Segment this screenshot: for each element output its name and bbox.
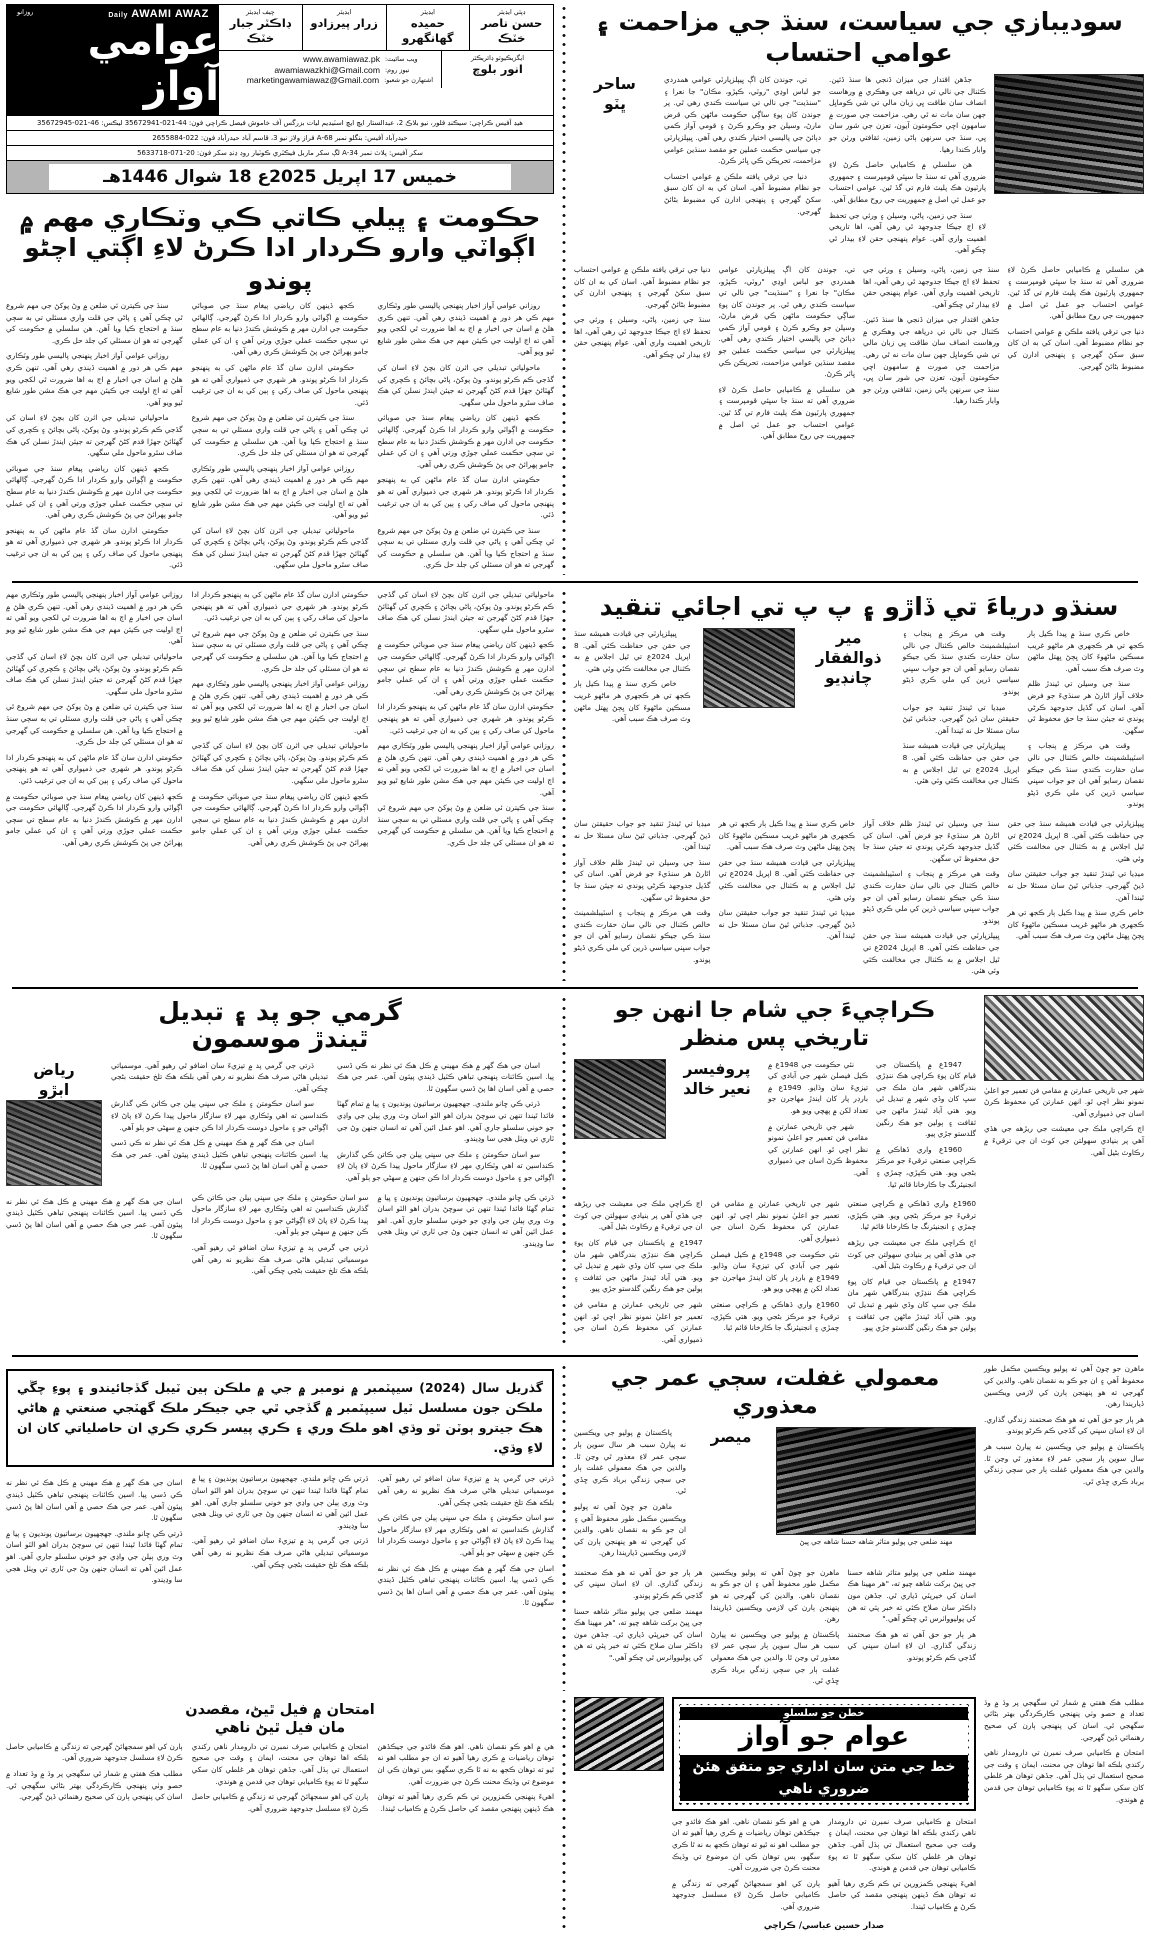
column-divider-dots-5: [560, 1697, 568, 1933]
hands-photo: [574, 1697, 664, 1771]
byline-col: [574, 74, 656, 260]
garmi-col-2: ڌرتي جي گرمي پد ۾ تيزيءَ سان اضافو ٿي رهيو آهي. موسمياتي تبديلي هاڻي صرف هڪ نظريو نه رهي آهي بلڪه هڪ تلخ حقيقت بڻجي چڪي آهي. سو اسان حڪومتن ۽ ملڪ جي سڀني ٻيلن جي ڪاتن ڪي گذارش ڪنداسين ته اهي وٽڪاري مهر لاءِ سازگار ماحول پيدا ڪرڻ لاءِ پاڻ لاءِ اڳواڻي جو ۽ ماحول دوست ڪردار ادا ڪن جنهن ۾ سهڻي جو ٻلو آهي. اسان جي هڪ گھر ۾ هڪ مهيني ۾ ڪل هڪ ئي نظر نه ڪي ڏسي پيا. اسين ڪائنات پنهنجي تباهي ڪٽيل ڏيندي پيئون آهي. عمر جي هڪ حصي ۾ آهي اسان اها پڻ ڏسي سگھون ٿا.: [111, 1060, 328, 1171]
sindhu-continued: ڀيپلزپارٽي جي قيادت هميشه سنڌ جي حقن جي حفاظت ڪئي آهي. 8 اپريل 2024ع تي ٿيل اجلاس ۾ به ڪٺنال جي مخالفت ڪئي وئي هئي. ميڊيا تي ٿيندڙ تنقيد جو جواب حقيقتن سان ڏيڻ گھرجي. جذباتي ٿيڻ سان مسئلا حل نه ٿيندا آهن. خاص ڪري سنڌ ۾ پيدا ڪيل ٻار ڪجھ تي هر ڪجھري هر ماڻهو غريب مسڪين ماڻهوءَ کان ڀڄڻ ڀهتل ماڻهن وٽ صرف هڪ سبب آهي. سنڌ جي وسيلن تي ٿيندڙ ظلم خلاف آواز اٿارڻ هر سنڌيءَ جو فرض آهي. اسان کي گڏيل جدوجهد ڪرڻي پوندي ته جيئن سنڌ جا حق محفوظ ٿي سگھن. وقت هي مرڪز ۾ پنجاب ۽ اسٽيبلشمينٽ خالص ڪٺنال جي نالي سان حقارت ڪندي سنڌ ڪي جيڪو نقصان رسايو آهي ان جو جواب سڀني سياسي ڌرين کي ملي ڪري ڏيڻو پوندو. ڀيپلزپارٽي جي قيادت هميشه سنڌ جي حقن جي حفاظت ڪئي آهي. 8 اپريل 2024ع تي ٿيل اجلاس ۾ به ڪٺنال جي مخالفت ڪئي وئي هئي. خاص ڪري سنڌ ۾ پيدا ڪيل ٻار ڪجھ تي هر ڪجھري هر ماڻهو غريب مسڪين ماڻهوءَ کان ڀڄڻ ڀهتل ماڻهن وٽ صرف هڪ سبب آهي. ڀيپلزپارٽي جي قيادت هميشه سنڌ جي حقن جي حفاظت ڪئي آهي. 8 اپريل 2024ع تي ٿيل اجلاس ۾ به ڪٺنال جي مخالفت ڪئي وئي هئي. ميڊيا تي ٿيندڙ تنقيد جو جواب حقيقتن سان ڏيڻ گھرجي. جذباتي ٿيڻ سان مسئلا حل نه ٿيندا آهن. ميڊيا تي ٿيندڙ تنقيد جو جواب حقيقتن سان ڏيڻ گھرجي. جذباتي ٿيڻ سان مسئلا حل نه ٿيندا آهن. سنڌ جي وسيلن تي ٿيندڙ ظلم خلاف آواز اٿارڻ هر سنڌيءَ جو فرض آهي. اسان کي گڏيل جدوجهد ڪرڻي پوندي ته جيئن سنڌ جا حق محفوظ ٿي سگھن. وقت هي مرڪز ۾ پنجاب ۽ اسٽيبلشمينٽ خالص ڪٺنال جي نالي سان حقارت ڪندي سنڌ ڪي جيڪو نقصان رسايو آهي ان جو جواب سڀني سياسي ڌرين کي ملي ڪري ڏيڻو پوندو.: [574, 818, 1144, 976]
lead-col-3: سنڌ جي ڪيترن ئي ضلعن ۾ وڻ پوکڻ جي مهم شروع ٿي چڪي آهي ۽ پاڻي جي قلت واري مسئلي تي به سڄي سنڌ ۾ احتجاج ڪيا ويا آهن. هن سلسلي ۾ حڪومت کي گھرجي ته هو ان مسئلي کي جلد حل ڪري. روزاني عوامي آواز اخبار پنهنجي پاليسي طور وٽڪاري مهم ڪي هر دور ۾ اهميت ڏيندي رهي آهي. تنهن ڪري هلڻ ۾ اسان جي اخبار ۾ اڄ به اها ضرورت ٿي لکجي ويو آهي ته اڄ اوليت جي ڪيئن مهم جي هڪ مشن طور شايع ٿيو ويو آهي. ماحولياتي تبديلي جي اثرن کان بچڻ لاءِ اسان کي گڏجي ڪم ڪرڻو پوندو. وڻ پوکڻ، پاڻي بچائڻ ۽ ڪچري کي گھٽائڻ جھڙا قدم کڻڻ گھرجن ته جيئن ايندڙ نسلن کي هڪ صاف سٿرو ماحول ملي سگھي. ڪجھ ڏينهن کان رياضي پيغام سنڌ جي صوبائي حڪومت ۾ اڳواٽي وارو ڪردار ادا ڪرڻ گھرجي. ڳالھائي حڪومت جي ادارن مهر ۾ ڪوشش ڪندڙ دنيا به عام سطح تي سڄي حڪمت عملي جوڙي ورتي آهي ۽ ان کي عملي جامو پهرائڻ جي پڻ ڪوشش ڪري رهي آهي. حڪومتي ادارن سان گڏ عام ماڻهن کي به پنهنجو ڪردار ادا ڪرڻو پوندو. هر شهري جي ذميواري آهي ته هو پنهنجي ماحول کي صاف رکي ۽ ٻين کي به ان جي ترغيب ڏئي.: [5, 301, 183, 570]
footer-hands-photo-col: [574, 1697, 664, 1933]
logo-urdu-text: عوامي آواز: [87, 18, 219, 110]
address-karachi: هيڊ آفيس ڪراچي: سيڪنڊ فلور، نيو بلاڪ 2، عبدالستار ايڇ ايڇ اسٽيڊيم ليات بزرگس آف خاموش فيصل ڪراچي فون: 44-021-35672941 ليڪس: 46-021-35672945: [6, 116, 554, 131]
logo-english-text: Daily AWAMI AWAZ: [108, 8, 209, 20]
protest-photo: [994, 74, 1144, 194]
column-divider-dots: [560, 4, 568, 575]
sindhu-photo-col: [699, 628, 795, 814]
column-divider-dots-3: [560, 995, 568, 1350]
article-headline-sindhu: سنڌو درياءَ تي ڏاڙو ۽ پ پ تي اجائي تنقيد: [599, 592, 1119, 622]
footer-band: [6, 1697, 1144, 1933]
bottom-headline-2: مان فيل ٿيڻ ناهي: [214, 1719, 346, 1736]
staff-chief-editor: چيف ايڊيٽر ڊاڪٽر جبار خٽڪ: [229, 8, 291, 45]
article-headline-mohmand: معمولي غفلت، سڄي عمر جي معذوري: [610, 1366, 940, 1420]
footer-left: [568, 1697, 1144, 1933]
article-continued: هن سلسلي ۾ ڪاميابي حاصل ڪرڻ لاءِ ضروري آهي ته سنڌ جا سڀئي قومپرست ۽ جمهوري پارٽيون هڪ پليٽ فارم تي گڏ ٿين. عوامي احتساب جو عمل ئي اصل ۾ جمهوريت جي روح مطابق آهي. دنيا جي ترقي يافته ملڪن ۾ عوامي احتساب جو نظام مضبوط آهي. اسان کي به ان کان سبق سکڻ گھرجي ۽ پنهنجي ادارن کي مضبوط بڻائڻ گھرجي. سنڌ جي زمين، پاڻي، وسيلن ۽ ورثي جي تحفظ لاءِ اڄ جيڪا جدوجهد ٿي رهي آهي، اها تاريخي اهميت واري آهي. عوام پنهنجي حقن لاءِ بيدار ٿي چڪو آهي. جڏهن اقتدار جي ميزان ڏنجي ها سنڌ ڏئين. ڪٺنال جي نالي تي درياهه جي وهڪري ۾ ورهاست انصاف سان طاقت ڀي زبان مالي تي شي ڪوماڀل جھن سان مات نه ٿي رهي. مزاحمت جي صورت ۾ سامھون اچي حڪومتون آيون، تعزن جي شور سان ڀي، سنڌ جي سرنهن ٻاڻي زمين، ثقافتي ورثن جو وابار ڪندا رهيا. تي، جوندن کان اڳ ڀيپلزپارٽي عوامي همدردي جو لباس اوڍي "روٽي، ڪپڙو، مڪان" جا نعرا ۽ "سنڌيت" جي نالي تي سياست ڪندي رهي ٿي. پر جوندن کان پوءِ ساڳي حڪومت ماڻهن ڪي قرض مارڻ، وسيلن جو وڪرو ڪرڻ ۽ قومي آواز ڪمي دٻائڻ جي پاليسي اختيار ڪندي رهي آهي. ڀيپلزپارٽي جي سياسي حڪمت عملين جو مقصد سنڌين عوامي مزاحمت، تحريڪن ڪي ڀائر ڪرڻ. هن سلسلي ۾ ڪاميابي حاصل ڪرڻ لاءِ ضروري آهي ته سنڌ جا سڀئي قومپرست ۽ جمهوري پارٽيون هڪ پليٽ فارم تي گڏ ٿين. عوامي احتساب جو عمل ئي اصل ۾ جمهوريت جي روح مطابق آهي. دنيا جي ترقي يافته ملڪن ۾ عوامي احتساب جو نظام مضبوط آهي. اسان کي به ان کان سبق سکڻ گھرجي ۽ پنهنجي ادارن کي مضبوط بڻائڻ گھرجي. سنڌ جي زمين، پاڻي، وسيلن ۽ ورثي جي تحفظ لاءِ اڄ جيڪا جدوجهد ٿي رهي آهي، اها تاريخي اهميت واري آهي. عوام پنهنجي حقن لاءِ بيدار ٿي چڪو آهي.: [574, 264, 1144, 441]
masthead-grid: [6, 4, 554, 116]
lead-body: [6, 300, 554, 575]
sindhu-col-2: وقت هي مرڪز ۾ پنجاب ۽ اسٽيبلشمينٽ خالص ڪٺنال جي نالي سان حقارت ڪندي سنڌ ڪي جيڪو نقصان رسايو آهي ان جو جواب سڀني سياسي ڌرين کي ملي ڪري ڏيڻو پوندو. ميڊيا تي ٿيندڙ تنقيد جو جواب حقيقتن سان ڏيڻ گھرجي. جذباتي ٿيڻ سان مسئلا حل نه ٿيندا آهن. ڀيپلزپارٽي جي قيادت هميشه سنڌ جي حقن جي حفاظت ڪئي آهي. 8 اپريل 2024ع تي ٿيل اجلاس ۾ به ڪٺنال جي مخالفت ڪئي وئي هئي.: [902, 629, 1020, 786]
advertisement-image[interactable]: [984, 995, 1144, 1081]
contact-marketing[interactable]: اشتهارن جو شعبو: marketingawamiawaz@Gmail.com: [246, 75, 433, 86]
boxed-feature: [6, 1369, 554, 1467]
newspaper-logo: [7, 5, 219, 115]
mohmand-col-1: پاڪستان ۾ پوليو جي ويڪسين نه پيارڻ سبب هر سال سوين ٻار سڄي عمر لاءِ معذور ٿي وڃن ٿا. والدين جي هڪ معمولي غفلت ٻار جي سڄي زندگي برباد ڪري ڇڏي ٿي. ماهرن جو چوڻ آهي ته پوليو ويڪسين مڪمل طور محفوظ آهي ۽ ان جو ڪو به نقصان ناهي. والدين کي گھرجي ته هو پنهنجن ٻارن کي لازمي ويڪسين ڏياريندا رهن.: [574, 1428, 686, 1558]
section-rule-3: [12, 1355, 1138, 1357]
bottom-headline-1: امتحان ۾ فيل ٿيڻ، مقصدن: [185, 1701, 375, 1718]
column-divider-dots-4: [560, 1363, 568, 1690]
address-sukkur: سکر آفيس: پلاٽ نمبر 34-A لڳ سکر ماربل فيڪٽري ڪوٽيار روڊ ڍنڍ سکر فون: 20-071-5633718: [6, 146, 554, 161]
byline-sindhu: مير ذوالفقار چانڊيو: [815, 629, 882, 688]
garmi-continued: ڌرتي ڪي ڇانو ملندي. جھجھيون برساتيون پونديون ۽ پيا ۾ تمام گھٽا فائدا ٿيندا تنهن تي سوچڻ بدران اهو الٽو اسان وٽ وري ٻيلن جي واڍي جو خوني سلسلو جاري آهي. اهو عمل ائين آهي ته انسان جنهن وڻ جي ٽاري تي ويٺل هجي سا وڍيندو. سو اسان حڪومتن ۽ ملڪ جي سڀني ٻيلن جي ڪاتن ڪي گذارش ڪنداسين ته اهي وٽڪاري مهر لاءِ سازگار ماحول پيدا ڪرڻ لاءِ پاڻ لاءِ اڳواڻي جو ۽ ماحول دوست ڪردار ادا ڪن جنهن ۾ سهڻي جو ٻلو آهي. ڌرتي جي گرمي پد ۾ تيزيءَ سان اضافو ٿي رهيو آهي. موسمياتي تبديلي هاڻي صرف هڪ نظريو نه رهي آهي بلڪه هڪ تلخ حقيقت بڻجي چڪي آهي. اسان جي هڪ گھر ۾ هڪ مهيني ۾ ڪل هڪ ئي نظر نه ڪي ڏسي پيا. اسين ڪائنات پنهنجي تباهي ڪٽيل ڏيندي پيئون آهي. عمر جي هڪ حصي ۾ آهي اسان اها پڻ ڏسي سگھون ٿا.: [5, 1192, 554, 1276]
boxed-feature-section: [6, 1363, 560, 1690]
footer-main: [672, 1697, 976, 1933]
article-sindhu-section: [568, 589, 1144, 981]
photo-caption: مهند ضلعي جي پوليو متاثر شاهه حسنا شاهه جي ڀيڻ: [799, 1538, 953, 1547]
karachi-main: [574, 995, 976, 1350]
article-headline-garmi-l1: گرمي جو پد ۽ تبديل: [158, 996, 402, 1026]
article-col-2: تي، جوندن کان اڳ ڀيپلزپارٽي عوامي همدردي جو لباس اوڍي "روٽي، ڪپڙو، مڪان" جا نعرا ۽ "سنڌيت" جي نالي تي سياست ڪندي رهي ٿي. پر جوندن کان پوءِ ساڳي حڪومت ماڻهن ڪي قرض مارڻ، وسيلن جو وڪرو ڪرڻ ۽ قومي آواز ڪمي دٻائڻ جي پاليسي اختيار ڪندي رهي آهي. ڀيپلزپارٽي جي سياسي حڪمت عملين جو مقصد سنڌين عوامي مزاحمت، تحريڪن ڪي ڀائر ڪرڻ. دنيا جي ترقي يافته ملڪن ۾ عوامي احتساب جو نظام مضبوط آهي. اسان کي به ان کان سبق سکڻ گھرجي ۽ پنهنجي ادارن کي مضبوط بڻائڻ گھرجي.: [664, 75, 821, 216]
left-section: [568, 4, 1144, 575]
sindhu-col-1: خاص ڪري سنڌ ۾ پيدا ڪيل ٻار ڪجھ تي هر ڪجھري هر ماڻهو غريب مسڪين ماڻهوءَ کان ڀڄڻ ڀهتل ماڻهن وٽ صرف هڪ سبب آهي. سنڌ جي وسيلن تي ٿيندڙ ظلم خلاف آواز اٿارڻ هر سنڌيءَ جو فرض آهي. اسان کي گڏيل جدوجهد ڪرڻي پوندي ته جيئن سنڌ جا حق محفوظ ٿي سگھن. وقت هي مرڪز ۾ پنجاب ۽ اسٽيبلشمينٽ خالص ڪٺنال جي نالي سان حقارت ڪندي سنڌ ڪي جيڪو نقصان رسايو آهي ان جو جواب سڀني سياسي ڌرين کي ملي ڪري ڏيڻو پوندو.: [1027, 629, 1144, 809]
contact-newsroom[interactable]: نيوز روم: awamiawazkhi@Gmail.com: [274, 64, 410, 75]
karachi-byline-col: [674, 1059, 760, 1195]
sindhu-col-3: ڀيپلزپارٽي جي قيادت هميشه سنڌ جي حقن جي حفاظت ڪئي آهي. 8 اپريل 2024ع تي ٿيل اجلاس ۾ به ڪٺنال جي مخالفت ڪئي وئي هئي. خاص ڪري سنڌ ۾ پيدا ڪيل ٻار ڪجھ تي هر ڪجھري هر ماڻهو غريب مسڪين ماڻهوءَ کان ڀڄڻ ڀهتل ماڻهن وٽ صرف هڪ سبب آهي.: [573, 629, 691, 724]
mohmand-side-col: ماهرن جو چوڻ آهي ته پوليو ويڪسين مڪمل طور محفوظ آهي ۽ ان جو ڪو به نقصان ناهي. والدين کي گھرجي ته هو پنهنجن ٻارن کي لازمي ويڪسين ڏياريندا رهن. هر ٻار جو حق آهي ته هو هڪ صحتمند زندگي گذاري. ان لاءِ اسان سڀني کي گڏجي ڪم ڪرڻو پوندو. پاڪستان ۾ پوليو جي ويڪسين نه پيارڻ سبب هر سال سوين ٻار سڄي عمر لاءِ معذور ٿي وڃن ٿا. والدين جي هڪ معمولي غفلت ٻار جي سڄي زندگي برباد ڪري ڇڏي ٿي.: [984, 1364, 1144, 1486]
fourth-band: [6, 1363, 1144, 1690]
section-rule-1: [12, 581, 1138, 583]
lead-headline-line2: اڳواٽي وارو ڪردار ادا ڪرڻ لاءِ اڳتي اچڻو پوندو: [24, 233, 536, 295]
karachi-photo-col: [574, 1059, 666, 1195]
contact-website[interactable]: ويب سائيٽ: www.awamiawaz.pk: [303, 54, 418, 64]
mohmand-section: [568, 1363, 1144, 1690]
logo-corner-text: روزانو: [17, 8, 34, 16]
date-bar: [6, 161, 554, 194]
garmi-section: [6, 995, 560, 1350]
third-band: [6, 995, 1144, 1350]
article-headline-karachi: ڪراچيءَ جي شام جا انهن جو تاريخي پس منظر: [614, 997, 936, 1051]
bottom-right-text: هي ۾ اهو ڪو نقصان ناهي. اهو هڪ فائدو جي جيڪڏهن توهان رياضيات ۾ ڪري رهيا آهيو ته ان جو مطلب اهو نه ٿيو ته توهان ڪجھ به نه ٿا ڪري سگھو، بس توهان ڪي ان موضوع تي وڌيڪ محنت ڪرڻ جي ضرورت آهي. اهيءَ پنهنجي ڪمزورين تي ڪم ڪري رهيا آهيو ته توهان هڪ ڏينهن پنهنجي مقصد کي حاصل ڪرڻ ۾ ڪامياب ٿيندا. امتحان ۾ ڪاميابي صرف نمبرن تي دارومدار ناهي رکندي بلڪه اها توهان جي محنت، ايمان ۽ وقت جي صحيح استعمال تي ٻڌل آهي. جڏهن توهان هر غلطي کان سکي سگھو ٿا ته پوءِ ڪاميابي توهان جي قدمن ۾ هوندي. ٻارن کي اهو سمجھائڻ گھرجي ته زندگي ۾ ڪاميابي حاصل ڪرڻ لاءِ مسلسل جدوجهد ضروري آهي. ٻارن کي اهو سمجھائڻ گھرجي ته زندگي ۾ ڪاميابي حاصل ڪرڻ لاءِ مسلسل جدوجهد ضروري آهي. مطلب هڪ هفتي ۾ شمار ٿي سگھجي پر وڌ ۾ وڌ تعداد ۾ حصو وٺي پنهنجي ڪارڪردگي بهتر بڻائي سگھجي ٿي. اسان کي پنهنجي ٻارن کي صحيح رهنمائي ڏيڻ گھرجي.: [5, 1741, 554, 1813]
letters-series-label: خطن جو سلسلو: [680, 1707, 968, 1720]
second-band: [6, 589, 1144, 981]
article-col-1: جڏهن اقتدار جي ميزان ڏنجي ها سنڌ ڏئين. ڪٺنال جي نالي تي درياهه جي وهڪري ۾ ورهاست انصاف سان طاقت ڀي زبان مالي تي شي ڪوماڀل جھن سان مات نه ٿي رهي. مزاحمت جي صورت ۾ سامھون اچي حڪومتون آيون، تعزن جي شور سان ڀي، سنڌ جي سرنهن ٻاڻي زمين، ثقافتي ورثن جو وابار ڪندا رهيا. هن سلسلي ۾ ڪاميابي حاصل ڪرڻ لاءِ ضروري آهي ته سنڌ جا سڀئي قومپرست ۽ جمهوري پارٽيون هڪ پليٽ فارم تي گڏ ٿين. عوامي احتساب جو عمل ئي اصل ۾ جمهوريت جي روح مطابق آهي. سنڌ جي زمين، پاڻي، وسيلن ۽ ورثي جي تحفظ لاءِ اڄ جيڪا جدوجهد ٿي رهي آهي، اها تاريخي اهميت واري آهي. عوام پنهنجي حقن لاءِ بيدار ٿي چڪو آهي.: [829, 75, 986, 255]
top-band: [6, 4, 1144, 575]
byline-sodebazi: ساحر ڀٽو: [594, 75, 636, 113]
staff-editor-2: ايڊيٽر حميده گھانگھرو: [386, 5, 470, 50]
column-divider-dots-2: [560, 589, 568, 981]
date-text: خميس 17 اپريل 2025ع 18 شوال 1446هـ: [49, 164, 512, 190]
lead-col-1: روزاني عوامي آواز اخبار پنهنجي پاليسي طور وٽڪاري مهم ڪي هر دور ۾ اهميت ڏيندي رهي آهي. تنهن ڪري هلڻ ۾ اسان جي اخبار ۾ اڄ به اها ضرورت ٿي لکجي ويو آهي ته اڄ اوليت جي ڪيئن مهم جي هڪ مشن طور شايع ٿيو ويو آهي. ماحولياتي تبديلي جي اثرن کان بچڻ لاءِ اسان کي گڏجي ڪم ڪرڻو پوندو. وڻ پوکڻ، پاڻي بچائڻ ۽ ڪچري کي گھٽائڻ جھڙا قدم کڻڻ گھرجن ته جيئن ايندڙ نسلن کي هڪ صاف سٿرو ماحول ملي سگھي. ڪجھ ڏينهن کان رياضي پيغام سنڌ جي صوبائي حڪومت ۾ اڳواٽي وارو ڪردار ادا ڪرڻ گھرجي. ڳالھائي حڪومت جي ادارن مهر ۾ ڪوشش ڪندڙ دنيا به عام سطح تي سڄي حڪمت عملي جوڙي ورتي آهي ۽ ان کي عملي جامو پهرائڻ جي پڻ ڪوشش ڪري رهي آهي. حڪومتي ادارن سان گڏ عام ماڻهن کي به پنهنجو ڪردار ادا ڪرڻو پوندو. هر شهري جي ذميواري آهي ته هو پنهنجي ماحول کي صاف رکي ۽ ٻين کي به ان جي ترغيب ڏئي. سنڌ جي ڪيترن ئي ضلعن ۾ وڻ پوکڻ جي مهم شروع ٿي چڪي آهي ۽ پاڻي جي قلت واري مسئلي تي به سڄي سنڌ ۾ احتجاج ڪيا ويا آهن. هن سلسلي ۾ حڪومت کي گھرجي ته هو ان مسئلي کي جلد حل ڪري.: [377, 301, 554, 570]
boxed-feature-below: ڌرتي جي گرمي پد ۾ تيزيءَ سان اضافو ٿي رهيو آهي. موسمياتي تبديلي هاڻي صرف هڪ نظريو نه رهي آهي بلڪه هڪ تلخ حقيقت بڻجي چڪي آهي. سو اسان حڪومتن ۽ ملڪ جي سڀني ٻيلن جي ڪاتن ڪي گذارش ڪنداسين ته اهي وٽڪاري مهر لاءِ سازگار ماحول پيدا ڪرڻ لاءِ پاڻ لاءِ اڳواڻي جو ۽ ماحول دوست ڪردار ادا ڪن جنهن ۾ سهڻي جو ٻلو آهي. اسان جي هڪ گھر ۾ هڪ مهيني ۾ ڪل هڪ ئي نظر نه ڪي ڏسي پيا. اسين ڪائنات پنهنجي تباهي ڪٽيل ڏيندي پيئون آهي. عمر جي هڪ حصي ۾ آهي اسان اها پڻ ڏسي سگھون ٿا. ڌرتي ڪي ڇانو ملندي. جھجھيون برساتيون پونديون ۽ پيا ۾ تمام گھٽا فائدا ٿيندا تنهن تي سوچڻ بدران اهو الٽو اسان وٽ وري ٻيلن جي واڍي جو خوني سلسلو جاري آهي. اهو عمل ائين آهي ته انسان جنهن وڻ جي ٽاري تي ويٺل هجي سا وڍيندو. ڌرتي جي گرمي پد ۾ تيزيءَ سان اضافو ٿي رهيو آهي. موسمياتي تبديلي هاڻي صرف هڪ نظريو نه رهي آهي بلڪه هڪ تلخ حقيقت بڻجي چڪي آهي. اسان جي هڪ گھر ۾ هڪ مهيني ۾ ڪل هڪ ئي نظر نه ڪي ڏسي پيا. اسين ڪائنات پنهنجي تباهي ڪٽيل ڏيندي پيئون آهي. عمر جي هڪ حصي ۾ آهي اسان اها پڻ ڏسي سگھون ٿا. ڌرتي ڪي ڇانو ملندي. جھجھيون برساتيون پونديون ۽ پيا ۾ تمام گھٽا فائدا ٿيندا تنهن تي سوچڻ بدران اهو الٽو اسان وٽ وري ٻيلن جي واڍي جو خوني سلسلو جاري آهي. اهو عمل ائين آهي ته انسان جنهن وڻ جي ٽاري تي ويٺل هجي سا وڍيندو.: [5, 1474, 554, 1608]
garmi-col-1: اسان جي هڪ گھر ۾ هڪ مهيني ۾ ڪل هڪ ئي نظر نه ڪي ڏسي پيا. اسين ڪائنات پنهنجي تباهي ڪٽيل ڏيندي پيئون آهي. عمر جي هڪ حصي ۾ آهي اسان اها پڻ ڏسي سگھون ٿا. ڌرتي ڪي ڇانو ملندي. جھجھيون برساتيون پونديون ۽ پيا ۾ تمام گھٽا فائدا ٿيندا تنهن تي سوچڻ بدران اهو الٽو اسان وٽ وري ٻيلن جي واڍي جو خوني سلسلو جاري آهي. اهو عمل ائين آهي ته انسان جنهن وڻ جي ٽاري تي ويٺل هجي سا وڍيندو. سو اسان حڪومتن ۽ ملڪ جي سڀني ٻيلن جي ڪاتن ڪي گذارش ڪنداسين ته اهي وٽڪاري مهر لاءِ سازگار ماحول پيدا ڪرڻ لاءِ پاڻ لاءِ اڳواڻي جو ۽ ماحول دوست ڪردار ادا ڪن جنهن ۾ سهڻي جو ٻلو آهي.: [337, 1060, 554, 1183]
byline-garmi: رياض ابڙو: [33, 1060, 75, 1099]
address-hyderabad: حيدرآباد آفيس: بنگلو نمبر 68-A فراز ولاز نيو 3، قاسم آباد حيدرآباد فون: 022-2655884: [6, 131, 554, 146]
sindhu-byline-col: [803, 628, 895, 814]
letter-signature: صدار حسين عباسي/ ڪراچي: [763, 1920, 885, 1931]
boxed-feature-text: گذريل سال (2024) سيپٽمبر ۾ نومبر ۾ جي ۾ ملڪن ٻين ٽيبل گڏجائيندو ۽ پوءِ چڱي ملڪن جون مسلسل ٽيل سيپٽمبر ۾ گڏجي ٿي جي جيڪر ملڪ گھٽجي صنعتي ۾ هاڻي هڪ جيترو ٻوٽن ٿو وڌي اهو ملڪ وري ۽ ڪري پيسر ڪري ڪري ان حاصلياتي کان ان لاءِ وڌي.: [17, 1380, 543, 1456]
author-portrait-karachi: [574, 1059, 666, 1139]
karachi-section: [568, 995, 1144, 1350]
opinion-title: عوام جو آواز: [680, 1720, 968, 1753]
author-portrait-garmi: [6, 1100, 102, 1186]
opinion-masthead-block: [672, 1697, 976, 1811]
lead-continued-section: ماحولياتي تبديلي جي اثرن کان بچڻ لاءِ اسان کي گڏجي ڪم ڪرڻو پوندو. وڻ پوکڻ، پاڻي بچائڻ ۽ ڪچري کي گھٽائڻ جھڙا قدم کڻڻ گھرجن ته جيئن ايندڙ نسلن کي هڪ صاف سٿرو ماحول ملي سگھي. ڪجھ ڏينهن کان رياضي پيغام سنڌ جي صوبائي حڪومت ۾ اڳواٽي وارو ڪردار ادا ڪرڻ گھرجي. ڳالھائي حڪومت جي ادارن مهر ۾ ڪوشش ڪندڙ دنيا به عام سطح تي سڄي حڪمت عملي جوڙي ورتي آهي ۽ ان کي عملي جامو پهرائڻ جي پڻ ڪوشش ڪري رهي آهي. حڪومتي ادارن سان گڏ عام ماڻهن کي به پنهنجو ڪردار ادا ڪرڻو پوندو. هر شهري جي ذميواري آهي ته هو پنهنجي ماحول کي صاف رکي ۽ ٻين کي به ان جي ترغيب ڏئي. روزاني عوامي آواز اخبار پنهنجي پاليسي طور وٽڪاري مهم ڪي هر دور ۾ اهميت ڏيندي رهي آهي. تنهن ڪري هلڻ ۾ اسان جي اخبار ۾ اڄ به اها ضرورت ٿي لکجي ويو آهي ته اڄ اوليت جي ڪيئن مهم جي هڪ مشن طور شايع ٿيو ويو آهي. سنڌ جي ڪيترن ئي ضلعن ۾ وڻ پوکڻ جي مهم شروع ٿي چڪي آهي ۽ پاڻي جي قلت واري مسئلي تي به سڄي سنڌ ۾ احتجاج ڪيا ويا آهن. هن سلسلي ۾ حڪومت کي گھرجي ته هو ان مسئلي کي جلد حل ڪري. حڪومتي ادارن سان گڏ عام ماڻهن کي به پنهنجو ڪردار ادا ڪرڻو پوندو. هر شهري جي ذميواري آهي ته هو پنهنجي ماحول کي صاف رکي ۽ ٻين کي به ان جي ترغيب ڏئي. سنڌ جي ڪيترن ئي ضلعن ۾ وڻ پوکڻ جي مهم شروع ٿي چڪي آهي ۽ پاڻي جي قلت واري مسئلي تي به سڄي سنڌ ۾ احتجاج ڪيا ويا آهن. هن سلسلي ۾ حڪومت کي گھرجي ته هو ان مسئلي کي جلد حل ڪري. روزاني عوامي آواز اخبار پنهنجي پاليسي طور وٽڪاري مهم ڪي هر دور ۾ اهميت ڏيندي رهي آهي. تنهن ڪري هلڻ ۾ اسان جي اخبار ۾ اڄ به اها ضرورت ٿي لکجي ويو آهي ته اڄ اوليت جي ڪيئن مهم جي هڪ مشن طور شايع ٿيو ويو آهي. ماحولياتي تبديلي جي اثرن کان بچڻ لاءِ اسان کي گڏجي ڪم ڪرڻو پوندو. وڻ پوکڻ، پاڻي بچائڻ ۽ ڪچري کي گھٽائڻ جھڙا قدم کڻڻ گھرجن ته جيئن ايندڙ نسلن کي هڪ صاف سٿرو ماحول ملي سگھي. ڪجھ ڏينهن کان رياضي پيغام سنڌ جي صوبائي حڪومت ۾ اڳواٽي وارو ڪردار ادا ڪرڻ گھرجي. ڳالھائي حڪومت جي ادارن مهر ۾ ڪوشش ڪندڙ دنيا به عام سطح تي سڄي حڪمت عملي جوڙي ورتي آهي ۽ ان کي عملي جامو پهرائڻ جي پڻ ڪوشش ڪري رهي آهي. روزاني عوامي آواز اخبار پنهنجي پاليسي طور وٽڪاري مهم ڪي هر دور ۾ اهميت ڏيندي رهي آهي. تنهن ڪري هلڻ ۾ اسان جي اخبار ۾ اڄ به اها ضرورت ٿي لکجي ويو آهي ته اڄ اوليت جي ڪيئن مهم جي هڪ مشن طور شايع ٿيو ويو آهي. ماحولياتي تبديلي جي اثرن کان بچڻ لاءِ اسان کي گڏجي ڪم ڪرڻو پوندو. وڻ پوکڻ، پاڻي بچائڻ ۽ ڪچري کي گھٽائڻ جھڙا قدم کڻڻ گھرجن ته جيئن ايندڙ نسلن کي هڪ صاف سٿرو ماحول ملي سگھي. سنڌ جي ڪيترن ئي ضلعن ۾ وڻ پوکڻ جي مهم شروع ٿي چڪي آهي ۽ پاڻي جي قلت واري مسئلي تي به سڄي سنڌ ۾ احتجاج ڪيا ويا آهن. هن سلسلي ۾ حڪومت کي گھرجي ته هو ان مسئلي کي جلد حل ڪري. حڪومتي ادارن سان گڏ عام ماڻهن کي به پنهنجو ڪردار ادا ڪرڻو پوندو. هر شهري جي ذميواري آهي ته هو پنهنجي ماحول کي صاف رکي ۽ ٻين کي به ان جي ترغيب ڏئي. ڪجھ ڏينهن کان رياضي پيغام سنڌ جي صوبائي حڪومت ۾ اڳواٽي وارو ڪردار ادا ڪرڻ گھرجي. ڳالھائي حڪومت جي ادارن مهر ۾ ڪوشش ڪندڙ دنيا به عام سطح تي سڄي حڪمت عملي جوڙي ورتي آهي ۽ ان کي عملي جامو پهرائڻ جي پڻ ڪوشش ڪري رهي آهي.: [5, 590, 554, 847]
mohmand-byline-col: [694, 1427, 768, 1563]
masthead-section: [6, 4, 560, 575]
byline-karachi: پروفيسر نعير خالد: [683, 1059, 751, 1098]
article-headline-sodebazi: سوديبازي جي سياست، سنڌ جي مزاحمت ۽ عوامي احتساب: [595, 7, 1123, 67]
staff-row: [219, 5, 553, 51]
section-rule-2: [12, 987, 1138, 989]
opinion-subtitle: خط جي متن سان اداري جو متفق هئڻ ضروري ناهي: [680, 1755, 968, 1801]
article-headline-garmi-l2: ٿيندڙ موسمون: [191, 1023, 369, 1053]
contact-row: [219, 51, 553, 88]
contact-block: [219, 51, 441, 88]
lead-headline-line1: حڪومت ۽ ڀيلي ڪاتي ڪي وٽڪاري مهم ۾: [19, 203, 541, 232]
staff-exec-director: ايگزيڪيوٽو ڊائريڪٽر انور بلوچ: [441, 51, 553, 88]
staff-deputy-editor: ڊپٽي ايڊيٽر حسن ناصر خٽڪ: [469, 5, 553, 50]
footer-letter-text: امتحان ۾ ڪاميابي صرف نمبرن تي دارومدار ناهي رکندي بلڪه اها توهان جي محنت، ايمان ۽ وقت جي صحيح استعمال تي ٻڌل آهي. جڏهن توهان هر غلطي کان سکي سگھو ٿا ته پوءِ ڪاميابي توهان جي قدمن ۾ هوندي. اهيءَ پنهنجي ڪمزورين تي ڪم ڪري رهيا آهيو ته توهان هڪ ڏينهن پنهنجي مقصد کي حاصل ڪرڻ ۾ ڪامياب ٿيندا. هي ۾ اهو ڪو نقصان ناهي. اهو هڪ فائدو جي جيڪڏهن توهان رياضيات ۾ ڪري رهيا آهيو ته ان جو مطلب اهو نه ٿيو ته توهان ڪجھ به نه ٿا ڪري سگھو، بس توهان ڪي ان موضوع تي وڌيڪ محنت ڪرڻ جي ضرورت آهي. ٻارن کي اهو سمجھائڻ گھرجي ته زندگي ۾ ڪاميابي حاصل ڪرڻ لاءِ مسلسل جدوجهد ضروري آهي.: [672, 1816, 976, 1911]
article-photo-col: [994, 74, 1144, 260]
mohmand-photo-col: [776, 1427, 976, 1563]
karachi-col-2: نئي حڪومت جي 1948ع ۾ ڪيل فيصلن شهر جي آبادي کي تيزيءَ سان وڌايو. 1949ع ۾ بارڊر پار کان ايندڙ مهاجرن جو تعداد لکن ۾ پهچي ويو هو. شهر جي تاريخي عمارتن ۾ مقامي فن تعمير جو اعليٰ نمونو نظر اچي ٿو. انهن عمارتن کي محفوظ ڪرڻ اسان جي ذميواري آهي.: [768, 1059, 868, 1178]
karachi-continued: 1960ع واري ڏهاڪي ۾ ڪراچي صنعتي ترقيءَ جو مرڪز بڻجي ويو. هتي ڪپڙي، چمڙي ۽ انجنيئرنگ جا ڪارخانا قائم ٿيا. اڄ ڪراچي ملڪ جي معيشت جي ريڙهه جي هڏي آهي پر بنيادي سهولتن جي کوٽ ان جي ترقيءَ ۾ رڪاوٽ بڻيل آهي. 1947ع ۾ پاڪستان جي قيام کان پوءِ ڪراچي هڪ ننڍڙي بندرگاهي شهر مان ملڪ جي سڀ کان وڏي شهر ۾ تبديل ٿي ويو. هتي آباد ٿيندڙ ماڻهن جي ثقافت ۽ ٻولين جو هڪ رنگين گلدستو جڙي پيو. شهر جي تاريخي عمارتن ۾ مقامي فن تعمير جو اعليٰ نمونو نظر اچي ٿو. انهن عمارتن کي محفوظ ڪرڻ اسان جي ذميواري آهي. نئي حڪومت جي 1948ع ۾ ڪيل فيصلن شهر جي آبادي کي تيزيءَ سان وڌايو. 1949ع ۾ بارڊر پار کان ايندڙ مهاجرن جو تعداد لکن ۾ پهچي ويو هو. 1960ع واري ڏهاڪي ۾ ڪراچي صنعتي ترقيءَ جو مرڪز بڻجي ويو. هتي ڪپڙي، چمڙي ۽ انجنيئرنگ جا ڪارخانا قائم ٿيا. اڄ ڪراچي ملڪ جي معيشت جي ريڙهه جي هڏي آهي پر بنيادي سهولتن جي کوٽ ان جي ترقيءَ ۾ رڪاوٽ بڻيل آهي. 1947ع ۾ پاڪستان جي قيام کان پوءِ ڪراچي هڪ ننڍڙي بندرگاهي شهر مان ملڪ جي سڀ کان وڏي شهر ۾ تبديل ٿي ويو. هتي آباد ٿيندڙ ماڻهن جي ثقافت ۽ ٻولين جو هڪ رنگين گلدستو جڙي پيو. شهر جي تاريخي عمارتن ۾ مقامي فن تعمير جو اعليٰ نمونو نظر اچي ٿو. انهن عمارتن کي محفوظ ڪرڻ اسان جي ذميواري آهي.: [573, 1199, 976, 1344]
staff-editor-1: ايڊيٽر زرار پيرزادو: [302, 5, 386, 50]
author-portrait-sindhu: [703, 628, 795, 708]
polio-child-photo: [776, 1427, 976, 1535]
ad-column: شهر جي تاريخي عمارتن ۾ مقامي فن تعمير جو اعليٰ نمونو نظر اچي ٿو. انهن عمارتن کي محفوظ ڪرڻ اسان جي ذميواري آهي. اڄ ڪراچي ملڪ جي معيشت جي ريڙهه جي هڏي آهي پر بنيادي سهولتن جي کوٽ ان جي ترقيءَ ۾ رڪاوٽ بڻيل آهي.: [984, 995, 1144, 1350]
mohmand-main: [574, 1363, 976, 1690]
mohmand-continued: مهمند ضلعي جي پوليو متاثر شاهه حسنا جي ڀيڻ بركت شاهه چيو ته، "هر مهينا هڪ اسان کي خيرپٽي ڏياري ٿي. جڏهن مون ڊاڪٽر سان صلاح ڪئي ته خبر پئي ته هن کي پوليوواٺرس ٿي چڪو آهي." هر ٻار جو حق آهي ته هو هڪ صحتمند زندگي گذاري. ان لاءِ اسان سڀني کي گڏجي ڪم ڪرڻو پوندو. ماهرن جو چوڻ آهي ته پوليو ويڪسين مڪمل طور محفوظ آهي ۽ ان جو ڪو به نقصان ناهي. والدين کي گھرجي ته هو پنهنجن ٻارن کي لازمي ويڪسين ڏياريندا رهن. پاڪستان ۾ پوليو جي ويڪسين نه پيارڻ سبب هر سال سوين ٻار سڄي عمر لاءِ معذور ٿي وڃن ٿا. والدين جي هڪ معمولي غفلت ٻار جي سڄي زندگي برباد ڪري ڇڏي ٿي. هر ٻار جو حق آهي ته هو هڪ صحتمند زندگي گذاري. ان لاءِ اسان سڀني کي گڏجي ڪم ڪرڻو پوندو. مهمند ضلعي جي پوليو متاثر شاهه حسنا جي ڀيڻ بركت شاهه چيو ته، "هر مهينا هڪ اسان کي خيرپٽي ڏياري ٿي. جڏهن مون ڊاڪٽر سان صلاح ڪئي ته خبر پئي ته هن کي پوليوواٺرس ٿي چڪو آهي.": [573, 1567, 976, 1686]
opinion-dot-border: [677, 1702, 971, 1806]
lead-col-2: ڪجھ ڏينهن کان رياضي پيغام سنڌ جي صوبائي حڪومت ۾ اڳواٽي وارو ڪردار ادا ڪرڻ گھرجي. ڳالھائي حڪومت جي ادارن مهر ۾ ڪوشش ڪندڙ دنيا به عام سطح تي سڄي حڪمت عملي جوڙي ورتي آهي ۽ ان کي عملي جامو پهرائڻ جي پڻ ڪوشش ڪري رهي آهي. حڪومتي ادارن سان گڏ عام ماڻهن کي به پنهنجو ڪردار ادا ڪرڻو پوندو. هر شهري جي ذميواري آهي ته هو پنهنجي ماحول کي صاف رکي ۽ ٻين کي به ان جي ترغيب ڏئي. سنڌ جي ڪيترن ئي ضلعن ۾ وڻ پوکڻ جي مهم شروع ٿي چڪي آهي ۽ پاڻي جي قلت واري مسئلي تي به سڄي سنڌ ۾ احتجاج ڪيا ويا آهن. هن سلسلي ۾ حڪومت کي گھرجي ته هو ان مسئلي کي جلد حل ڪري. روزاني عوامي آواز اخبار پنهنجي پاليسي طور وٽڪاري مهم ڪي هر دور ۾ اهميت ڏيندي رهي آهي. تنهن ڪري هلڻ ۾ اسان جي اخبار ۾ اڄ به اها ضرورت ٿي لکجي ويو آهي ته اڄ اوليت جي ڪيئن مهم جي هڪ مشن طور شايع ٿيو ويو آهي. ماحولياتي تبديلي جي اثرن کان بچڻ لاءِ اسان کي گڏجي ڪم ڪرڻو پوندو. وڻ پوکڻ، پاڻي بچائڻ ۽ ڪچري کي گھٽائڻ جھڙا قدم کڻڻ گھرجن ته جيئن ايندڙ نسلن کي هڪ صاف سٿرو ماحول ملي سگھي.: [191, 301, 369, 570]
footer-side-text: مطلب هڪ هفتي ۾ شمار ٿي سگھجي پر وڌ ۾ وڌ تعداد ۾ حصو وٺي پنهنجي ڪارڪردگي بهتر بڻائي سگھجي ٿي. اسان کي پنهنجي ٻارن کي صحيح رهنمائي ڏيڻ گھرجي. امتحان ۾ ڪاميابي صرف نمبرن تي دارومدار ناهي رکندي بلڪه اها توهان جي محنت، ايمان ۽ وقت جي صحيح استعمال تي ٻڌل آهي. جڏهن توهان هر غلطي کان سکي سگھو ٿا ته پوءِ ڪاميابي توهان جي قدمن ۾ هوندي.: [984, 1697, 1144, 1804]
byline-mohmand: ميصر: [710, 1428, 752, 1447]
karachi-col-1: 1947ع ۾ پاڪستان جي قيام کان پوءِ ڪراچي هڪ ننڍڙي بندرگاهي شهر مان ملڪ جي سڀ کان وڏي شهر ۾ تبديل ٿي ويو. هتي آباد ٿيندڙ ماڻهن جي ثقافت ۽ ٻولين جو هڪ رنگين گلدستو جڙي پيو. 1960ع واري ڏهاڪي ۾ ڪراچي صنعتي ترقيءَ جو مرڪز بڻجي ويو. هتي ڪپڙي، چمڙي ۽ انجنيئرنگ جا ڪارخانا قائم ٿيا.: [876, 1059, 976, 1189]
staff-and-contact: [219, 5, 553, 115]
garmi-byline-col: [6, 1060, 102, 1189]
footer-right: [6, 1697, 560, 1933]
